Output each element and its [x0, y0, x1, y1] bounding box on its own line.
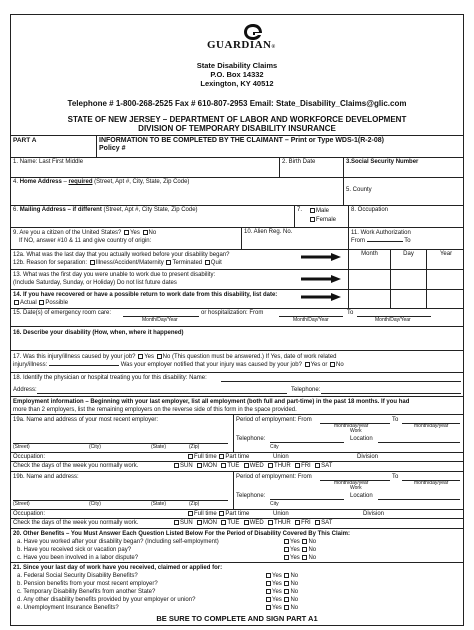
- job-caused-question: 17. Was this injury/illness caused by your job?: [13, 354, 136, 360]
- no-checkbox[interactable]: [284, 589, 289, 594]
- arrow-right-icon: [301, 253, 341, 261]
- illness-label: Illness/Accident/Maternity: [95, 260, 164, 266]
- day-label: MON: [203, 463, 218, 469]
- possible-label: Possible: [45, 300, 69, 306]
- no-label: No: [308, 547, 317, 553]
- county-field[interactable]: 5. County: [343, 178, 465, 205]
- employment-info-line-2: more than 2 employers, list the remaining employers on the reverse side of this form in the space provided.: [13, 407, 297, 413]
- no-checkbox[interactable]: [284, 605, 289, 610]
- yes-label: Yes: [272, 573, 282, 579]
- possible-checkbox[interactable]: [39, 300, 44, 305]
- day-checkbox[interactable]: [221, 520, 226, 525]
- employment-info: [11, 397, 465, 414]
- actual-checkbox[interactable]: [14, 300, 19, 305]
- first-day-unable-field: [11, 270, 348, 289]
- home-address-hint: (Street, Apt #, City, State, Zip Code): [94, 179, 190, 185]
- hospital-to-label: To: [347, 310, 354, 316]
- address-line-1: State Disability Claims: [196, 61, 278, 70]
- no-label: No: [290, 589, 299, 595]
- employer-telephone-label: Telephone:: [236, 436, 266, 442]
- benefit-question: b. Have you received sick or vacation pay?: [17, 547, 132, 553]
- address-line-2: P.O. Box 14332: [210, 70, 264, 79]
- occupation-label: Occupation:: [13, 454, 46, 460]
- period-to-label: To: [392, 417, 399, 423]
- period-format-hint: month/day/year: [334, 423, 369, 429]
- part-a-row: [11, 135, 463, 157]
- no-label: No: [162, 354, 171, 360]
- zip-hint: (Zip): [189, 444, 200, 450]
- day-checkbox[interactable]: [197, 520, 202, 525]
- employer-1-period[interactable]: [233, 415, 465, 452]
- day-checkbox[interactable]: [244, 520, 249, 525]
- month-input[interactable]: [348, 270, 390, 289]
- benefits-applied: [11, 563, 465, 614]
- alien-reg-field[interactable]: 10. Alien Reg. No.: [241, 228, 348, 249]
- claim-form-page: [10, 14, 464, 626]
- benefit-question: c. Temporary Disability Benefits from another State?: [17, 589, 156, 595]
- day-checkbox[interactable]: [315, 520, 320, 525]
- check-days-label: Check the days of the week you normally work.: [13, 463, 139, 469]
- quit-checkbox[interactable]: [205, 260, 210, 265]
- physician-address-label: Address:: [13, 387, 37, 393]
- physician-telephone-label: Telephone:: [291, 387, 321, 393]
- day-label: WED: [249, 463, 264, 469]
- citizen-question: 9. Are you a citizen of the United States?: [13, 230, 122, 236]
- employment-info-line-1: Employment information – Beginning with your last employer, list all employment (both full and part-time) in the past 18 months. If you had: [13, 399, 410, 405]
- mailing-address-block: [11, 61, 463, 88]
- field-num: 7.: [297, 207, 303, 213]
- name-label: Name: Last First Middle: [19, 159, 84, 165]
- notified-no-checkbox[interactable]: [330, 362, 335, 367]
- contact-line: Telephone # 1-800-268-2525 Fax # 610-807-2953 Email: State_Disability_Claims@glic.com: [67, 99, 407, 108]
- street-hint: (Street): [13, 444, 30, 450]
- day-label: TUE: [227, 520, 240, 526]
- injury-date-label: injury/illness:: [13, 362, 48, 368]
- row-home-address: [11, 177, 463, 205]
- employer-1-label: 19a. Name and address of your most recent employer:: [13, 417, 159, 423]
- home-address-label: Home Address: [19, 179, 62, 185]
- row-emergency: [11, 308, 463, 326]
- row-job-caused: [11, 350, 463, 372]
- terminated-checkbox[interactable]: [166, 260, 171, 265]
- month-input[interactable]: [348, 290, 390, 308]
- row-employer-2: [11, 471, 463, 509]
- citizen-field: [11, 228, 241, 249]
- no-label: No: [290, 605, 299, 611]
- union-label: Union: [273, 454, 289, 460]
- part-time-label: Part time: [225, 454, 250, 460]
- part-a-title: [96, 136, 465, 157]
- day-label: THUR: [274, 520, 291, 526]
- no-checkbox[interactable]: [302, 547, 307, 552]
- part-a-title-text: INFORMATION TO BE COMPLETED BY THE CLAIMANT – Print or Type WDS-1(R-2-08): [99, 137, 384, 144]
- yes-checkbox[interactable]: [266, 573, 271, 578]
- arrow-right-icon: [301, 293, 341, 301]
- country-origin-label: If NO, answer #10 & 11 and give country of origin:: [19, 238, 152, 244]
- quit-label: Quit: [210, 260, 222, 266]
- benefit-question: e. Unemployment Insurance Benefits?: [17, 605, 119, 611]
- citizen-no-checkbox[interactable]: [143, 230, 148, 235]
- work-label: Work: [350, 485, 362, 491]
- no-checkbox[interactable]: [284, 573, 289, 578]
- row-recovery: [11, 289, 463, 308]
- yes-label: Yes: [272, 581, 282, 587]
- no-label: No: [336, 362, 344, 368]
- mailing-if-different: – if different: [67, 207, 102, 213]
- benefit-question: b. Pension benefits from your most recent employer?: [17, 581, 158, 587]
- location-label: Location: [350, 436, 373, 442]
- division-label: Division: [357, 454, 379, 460]
- benefits-applied-title: 21. Since your last day of work have you received, claimed or applied for:: [13, 565, 223, 571]
- yes-label: Yes: [290, 555, 300, 561]
- city-hint: City: [270, 501, 279, 507]
- year-input[interactable]: [426, 270, 465, 289]
- guardian-logo: [207, 23, 276, 51]
- birth-date-field[interactable]: 2. Birth Date: [279, 158, 343, 177]
- no-label: No: [148, 230, 157, 236]
- from-label: From: [351, 238, 365, 244]
- day-label: SUN: [180, 463, 193, 469]
- employer-2-period[interactable]: [233, 472, 465, 509]
- row-occupation-2: [11, 509, 463, 518]
- state-hint: (State): [151, 501, 167, 507]
- other-benefits: [11, 529, 465, 562]
- city-hint: City: [270, 444, 279, 450]
- period-format-hint: month/day/year: [414, 480, 449, 486]
- day-label: MON: [203, 520, 218, 526]
- occupation-field[interactable]: 8. Occupation: [348, 206, 465, 227]
- check-days-label: Check the days of the week you normally work.: [13, 520, 139, 526]
- yes-label: Yes: [272, 589, 282, 595]
- row-occupation-1: [11, 452, 463, 461]
- row-days-2: [11, 518, 463, 528]
- benefit-question: c. Have you been involved in a labor dispute?: [17, 555, 139, 561]
- yes-or-label: Yes or: [310, 362, 328, 368]
- terminated-label: Terminated: [172, 260, 203, 266]
- period-from-label: Period of employment: From: [236, 474, 312, 480]
- day-checkbox[interactable]: [315, 463, 320, 468]
- female-checkbox[interactable]: [310, 217, 315, 222]
- recovery-question: 14. If you have recovered or have a possible return to work date from this disability, list date:: [13, 292, 278, 298]
- policy-number-label[interactable]: Policy #: [99, 145, 126, 152]
- day-checkbox[interactable]: [268, 520, 273, 525]
- male-checkbox[interactable]: [310, 208, 315, 213]
- location-label: Location: [350, 493, 373, 499]
- row-last-day-worked: [11, 249, 463, 269]
- benefit-question: a. Have you worked after your disability began? (Including self-employment): [17, 539, 219, 545]
- no-checkbox[interactable]: [302, 555, 307, 560]
- zip-hint: (Zip): [189, 501, 200, 507]
- yes-label: Yes: [144, 354, 154, 360]
- employer-2-label: 19b. Name and address:: [13, 474, 79, 480]
- day-label: THUR: [274, 463, 291, 469]
- work-label: Work: [350, 428, 362, 434]
- illness-checkbox[interactable]: [90, 260, 95, 265]
- field-num: 1.: [13, 159, 19, 165]
- field-num: 6.: [13, 207, 19, 213]
- day-col[interactable]: Day: [390, 250, 426, 269]
- actual-label: Actual: [20, 300, 37, 306]
- days-2: [11, 519, 465, 528]
- part-time-checkbox[interactable]: [219, 454, 224, 459]
- row-describe: [11, 326, 463, 350]
- full-time-label: Full time: [194, 511, 217, 517]
- state-line-2: DIVISION OF TEMPORARY DISABILITY INSURANCE: [138, 124, 336, 133]
- work-auth-label: 11. Work Authorization: [351, 230, 411, 236]
- period-format-hint: month/day/year: [414, 423, 449, 429]
- footer-note: BE SURE TO COMPLETE AND SIGN PART A1: [156, 614, 318, 623]
- occupation-label: Occupation:: [13, 511, 46, 517]
- yes-checkbox[interactable]: [266, 597, 271, 602]
- yes-label: Yes: [130, 230, 140, 236]
- division-label: Division: [363, 511, 385, 517]
- hospital-from-label: or hospitalization: From: [201, 310, 264, 316]
- city-hint: (City): [89, 444, 101, 450]
- day-label: FRI: [301, 463, 311, 469]
- physician-field[interactable]: [11, 373, 465, 396]
- yes-label: Yes: [290, 547, 300, 553]
- female-label: Female: [316, 217, 337, 223]
- yes-checkbox[interactable]: [284, 539, 289, 544]
- day-checkbox[interactable]: [174, 463, 179, 468]
- citizen-yes-checkbox[interactable]: [124, 230, 129, 235]
- row-benefits-applied: [11, 562, 463, 614]
- day-label: SAT: [321, 520, 333, 526]
- street-hint: (Street): [13, 501, 30, 507]
- job-caused-field: [11, 351, 465, 372]
- occupation-1: [11, 453, 465, 461]
- employer-notified-question: Was your employer notified that your injury was caused by your job?: [120, 362, 302, 368]
- state-hint: (State): [151, 444, 167, 450]
- period-format-hint: month/day/year: [334, 480, 369, 486]
- yes-label: Yes: [290, 539, 300, 545]
- date-format-hint: Month/Day/Year: [293, 317, 329, 323]
- ssn-field[interactable]: 3.Social Security Number: [343, 158, 465, 177]
- benefit-question: a. Federal Social Security Disability Benefits?: [17, 573, 138, 579]
- physician-label: 18. Identify the physician or hospital treating you for this disability: Name:: [13, 375, 207, 381]
- day-label: TUE: [227, 463, 240, 469]
- month-col[interactable]: Month: [348, 250, 390, 269]
- address-line-3: Lexington, KY 40512: [200, 79, 274, 88]
- days-1: [11, 462, 465, 471]
- yes-checkbox[interactable]: [284, 555, 289, 560]
- row-first-day-unable: [11, 269, 463, 289]
- emergency-field[interactable]: [11, 309, 465, 326]
- day-checkbox[interactable]: [221, 463, 226, 468]
- benefit-question: d. Any other disability benefits provided by your employer or union?: [17, 597, 196, 603]
- first-day-question: 13. What was the first day you were unable to work due to present disability:: [13, 272, 216, 278]
- date-format-hint: Month/Day/Year: [142, 317, 178, 323]
- day-checkbox[interactable]: [295, 520, 300, 525]
- home-address-field[interactable]: 4. Home Address – required (Street, Apt #, City, State, Zip Code): [13, 179, 190, 185]
- year-input[interactable]: [426, 290, 465, 308]
- separation-label: 12b. Reason for separation:: [13, 260, 88, 266]
- no-checkbox[interactable]: [284, 581, 289, 586]
- yes-checkbox[interactable]: [266, 605, 271, 610]
- full-time-label: Full time: [194, 454, 217, 460]
- row-mailing-address: [11, 205, 463, 227]
- row-employment-info: [11, 396, 463, 414]
- gender-field: [294, 206, 348, 227]
- last-day-worked-field: [11, 250, 348, 269]
- full-time-checkbox[interactable]: [188, 454, 193, 459]
- describe-disability-field[interactable]: 16. Describe your disability (How, when, where it happened): [13, 330, 184, 336]
- row-citizen: [11, 227, 463, 249]
- row-employer-1: [11, 414, 463, 452]
- yes-label: Yes: [272, 605, 282, 611]
- date-format-hint: Month/Day/Year: [375, 317, 411, 323]
- state-line-1: STATE OF NEW JERSEY – DEPARTMENT OF LABOR AND WORKFORCE DEVELOPMENT: [67, 115, 407, 124]
- field-num: 4.: [13, 179, 19, 185]
- to-label: To: [404, 238, 411, 244]
- recovery-field: [11, 290, 348, 308]
- day-checkbox[interactable]: [268, 463, 273, 468]
- last-day-question: 12a. What was the last day that you actually worked before your disability began?: [13, 252, 230, 258]
- day-checkbox[interactable]: [244, 463, 249, 468]
- yes-checkbox[interactable]: [284, 547, 289, 552]
- part-time-checkbox[interactable]: [219, 511, 224, 516]
- period-from-label: Period of employment: From: [236, 417, 312, 423]
- city-hint: (City): [89, 501, 101, 507]
- job-caused-note: (This question must be answered.) If Yes, date of work related: [172, 354, 337, 360]
- day-input[interactable]: [390, 270, 426, 289]
- no-label: No: [308, 539, 317, 545]
- no-label: No: [290, 573, 299, 579]
- job-no-checkbox[interactable]: [157, 354, 162, 359]
- row-days-1: [11, 461, 463, 471]
- day-checkbox[interactable]: [174, 520, 179, 525]
- day-label: FRI: [301, 520, 311, 526]
- full-time-checkbox[interactable]: [188, 511, 193, 516]
- union-label: Union: [273, 511, 289, 517]
- no-label: No: [290, 597, 299, 603]
- year-col[interactable]: Year: [426, 250, 465, 269]
- occupation-2: [11, 510, 465, 518]
- first-day-hint: (Include Saturday, Sunday, or Holiday) Do not list future dates: [13, 280, 177, 286]
- name-field[interactable]: [11, 158, 279, 177]
- row-name: [11, 157, 463, 177]
- other-benefits-title: 20. Other Benefits – You Must Answer Each Question Listed Below For the Period of Disability Covered By This Claim:: [13, 531, 350, 537]
- yes-checkbox[interactable]: [266, 581, 271, 586]
- row-other-benefits: [11, 528, 463, 562]
- day-checkbox[interactable]: [295, 463, 300, 468]
- notified-yes-checkbox[interactable]: [305, 362, 310, 367]
- part-time-label: Part time: [225, 511, 250, 517]
- employer-1-address[interactable]: [11, 415, 233, 452]
- period-to-label: To: [392, 474, 399, 480]
- mailing-address-label: Mailing Address: [19, 207, 66, 213]
- employer-telephone-label: Telephone:: [236, 493, 266, 499]
- male-label: Male: [316, 208, 330, 214]
- yes-checkbox[interactable]: [266, 589, 271, 594]
- no-checkbox[interactable]: [302, 539, 307, 544]
- day-label: SAT: [321, 463, 333, 469]
- emergency-label: 15. Date(s) of emergency room care:: [13, 310, 112, 316]
- guardian-logo-text: GUARDIAN®: [207, 39, 276, 51]
- employer-2-address[interactable]: [11, 472, 233, 509]
- required-label: required: [68, 179, 93, 185]
- arrow-right-icon: [301, 275, 341, 283]
- day-label: WED: [249, 520, 264, 526]
- no-label: No: [308, 555, 317, 561]
- job-yes-checkbox[interactable]: [138, 354, 143, 359]
- day-checkbox[interactable]: [197, 463, 202, 468]
- row-physician: [11, 372, 463, 396]
- work-authorization-field[interactable]: [348, 228, 465, 249]
- mailing-address-field[interactable]: [11, 206, 294, 227]
- yes-label: Yes: [272, 597, 282, 603]
- part-a-label: PART A: [13, 137, 37, 144]
- day-input[interactable]: [390, 290, 426, 308]
- mailing-address-hint: (Street, Apt #, City State, Zip Code): [103, 207, 198, 213]
- day-label: SUN: [180, 520, 193, 526]
- no-label: No: [290, 581, 299, 587]
- no-checkbox[interactable]: [284, 597, 289, 602]
- state-department-title: [11, 115, 463, 133]
